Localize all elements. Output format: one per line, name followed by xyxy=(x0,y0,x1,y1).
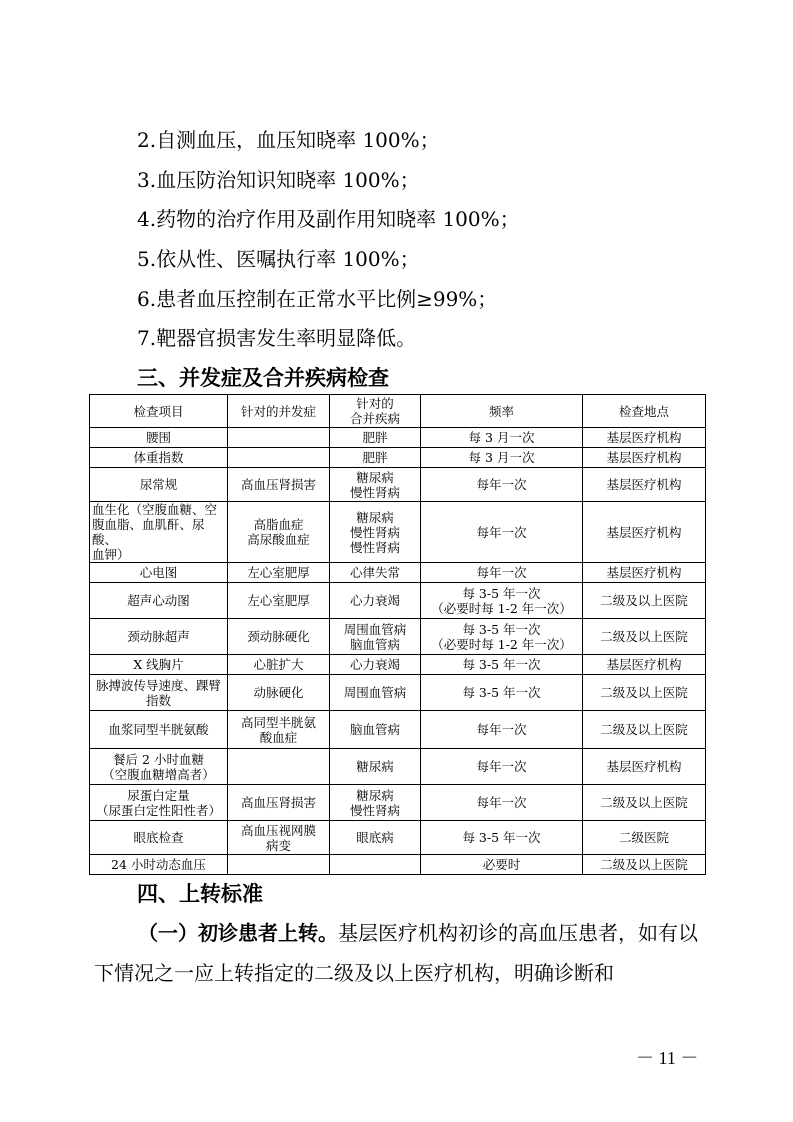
table-cell: 左心室肥厚 xyxy=(228,563,330,583)
table-cell xyxy=(228,448,330,468)
table-cell: 每 3 月一次 xyxy=(421,448,583,468)
table-cell: 24 小时动态血压 xyxy=(90,855,228,875)
table-cell: 糖尿病 慢性肾病 慢性肾病 xyxy=(330,502,421,563)
table-cell: 血生化（空腹血糖、空 腹血脂、血肌酐、尿酸、 血钾） xyxy=(90,502,228,563)
table-cell: 超声心动图 xyxy=(90,583,228,619)
table-cell: 糖尿病 xyxy=(330,749,421,785)
table-cell: 二级及以上医院 xyxy=(583,855,706,875)
table-cell: 血浆同型半胱氨酸 xyxy=(90,711,228,749)
table-row xyxy=(90,749,706,785)
table-cell: 每年一次 xyxy=(421,563,583,583)
table-row xyxy=(90,675,706,711)
table-cell: 心电图 xyxy=(90,563,228,583)
page-number: － 11 － xyxy=(636,1048,699,1068)
table-cell xyxy=(228,749,330,785)
table-cell: 腰围 xyxy=(90,428,228,448)
table-cell: 尿常规 xyxy=(90,468,228,502)
table-cell: 心力衰竭 xyxy=(330,655,421,675)
table-cell: 二级及以上医院 xyxy=(583,711,706,749)
table-cell: 每 3 月一次 xyxy=(421,428,583,448)
table-cell: 周围血管病 xyxy=(330,675,421,711)
table-cell: 眼底病 xyxy=(330,821,421,855)
table-cell: 基层医疗机构 xyxy=(583,749,706,785)
table-cell: 每 3-5 年一次 xyxy=(421,821,583,855)
table-cell: 每年一次 xyxy=(421,468,583,502)
table-cell: 尿蛋白定量 （尿蛋白定性阳性者） xyxy=(90,785,228,821)
table-row xyxy=(90,502,706,563)
body-paragraph xyxy=(94,913,706,993)
table-cell: 必要时 xyxy=(421,855,583,875)
table-cell: 高血压视网膜 病变 xyxy=(228,821,330,855)
table-cell: 高血压肾损害 xyxy=(228,468,330,502)
table-row xyxy=(90,448,706,468)
section-heading: 三、并发症及合并疾病检查 xyxy=(137,366,389,390)
header-cell: 检查地点 xyxy=(583,395,706,428)
table-cell: 高血压肾损害 xyxy=(228,785,330,821)
table-cell: 脑血管病 xyxy=(330,711,421,749)
table-row xyxy=(90,855,706,875)
table-row xyxy=(90,655,706,675)
table-cell: 心脏扩大 xyxy=(228,655,330,675)
goal-item: 2.自测血压，血压知晓率 100%； xyxy=(137,128,440,152)
goal-item: 4.药物的治疗作用及副作用知晓率 100%； xyxy=(137,207,520,231)
table-cell: 眼底检查 xyxy=(90,821,228,855)
table-row xyxy=(90,711,706,749)
table-header-row xyxy=(90,395,706,428)
paragraph-text: 基层医疗机构初诊的高血压患者，如有以下情况之一应上转指定的二级及以上医疗机构，明确诊断和 xyxy=(94,921,698,985)
table-cell: 二级及以上医院 xyxy=(583,583,706,619)
goal-item: 6.患者血压控制在正常水平比例≥99%； xyxy=(137,287,498,311)
table-cell xyxy=(330,855,421,875)
table-cell: 二级及以上医院 xyxy=(583,785,706,821)
table-cell: 每 3-5 年一次 （必要时每 1-2 年一次） xyxy=(421,583,583,619)
goal-item: 7.靶器官损害发生率明显降低。 xyxy=(137,326,417,350)
exam-table xyxy=(89,394,706,875)
table-cell: 糖尿病 慢性肾病 xyxy=(330,785,421,821)
paragraph-lead: （一）初诊患者上转。 xyxy=(138,921,338,945)
table-row xyxy=(90,821,706,855)
table-cell: 每 3-5 年一次 xyxy=(421,675,583,711)
table-row xyxy=(90,428,706,448)
table-cell: 每年一次 xyxy=(421,502,583,563)
table-row xyxy=(90,619,706,655)
table-row xyxy=(90,785,706,821)
header-cell: 针对的并发症 xyxy=(228,395,330,428)
table-cell: 基层医疗机构 xyxy=(583,448,706,468)
table-cell: 每年一次 xyxy=(421,749,583,785)
table-cell: 颈动脉超声 xyxy=(90,619,228,655)
table-cell: 体重指数 xyxy=(90,448,228,468)
table-cell: 颈动脉硬化 xyxy=(228,619,330,655)
table-row xyxy=(90,468,706,502)
table-cell: 基层医疗机构 xyxy=(583,428,706,448)
table-cell: 每年一次 xyxy=(421,711,583,749)
table-cell: 基层医疗机构 xyxy=(583,468,706,502)
goal-item: 3.血压防治知识知晓率 100%； xyxy=(137,168,420,192)
table-cell: 心力衰竭 xyxy=(330,583,421,619)
header-cell: 频率 xyxy=(421,395,583,428)
table-cell: 基层医疗机构 xyxy=(583,563,706,583)
header-cell: 针对的 合并疾病 xyxy=(330,395,421,428)
table-cell: 高同型半胱氨 酸血症 xyxy=(228,711,330,749)
table-cell: 糖尿病 慢性肾病 xyxy=(330,468,421,502)
table-cell xyxy=(228,855,330,875)
table-cell: X 线胸片 xyxy=(90,655,228,675)
section-heading: 四、上转标准 xyxy=(137,882,263,906)
table-cell: 二级及以上医院 xyxy=(583,675,706,711)
table-cell: 每 3-5 年一次 xyxy=(421,655,583,675)
table-cell: 动脉硬化 xyxy=(228,675,330,711)
table-cell xyxy=(228,428,330,448)
table-cell: 心律失常 xyxy=(330,563,421,583)
table-cell: 肥胖 xyxy=(330,448,421,468)
goal-item: 5.依从性、医嘱执行率 100%； xyxy=(137,247,420,271)
table-cell: 二级及以上医院 xyxy=(583,619,706,655)
table-cell: 每年一次 xyxy=(421,785,583,821)
header-cell: 检查项目 xyxy=(90,395,228,428)
table-row xyxy=(90,563,706,583)
table-cell: 每 3-5 年一次 （必要时每 1-2 年一次） xyxy=(421,619,583,655)
table-cell: 高脂血症 高尿酸血症 xyxy=(228,502,330,563)
table-cell: 二级医院 xyxy=(583,821,706,855)
table-cell: 基层医疗机构 xyxy=(583,502,706,563)
table-row xyxy=(90,583,706,619)
table-cell: 脉搏波传导速度、踝臂 指数 xyxy=(90,675,228,711)
table-cell: 肥胖 xyxy=(330,428,421,448)
table-cell: 餐后 2 小时血糖 （空腹血糖增高者） xyxy=(90,749,228,785)
table-cell: 基层医疗机构 xyxy=(583,655,706,675)
table-cell: 左心室肥厚 xyxy=(228,583,330,619)
table-cell: 周围血管病 脑血管病 xyxy=(330,619,421,655)
